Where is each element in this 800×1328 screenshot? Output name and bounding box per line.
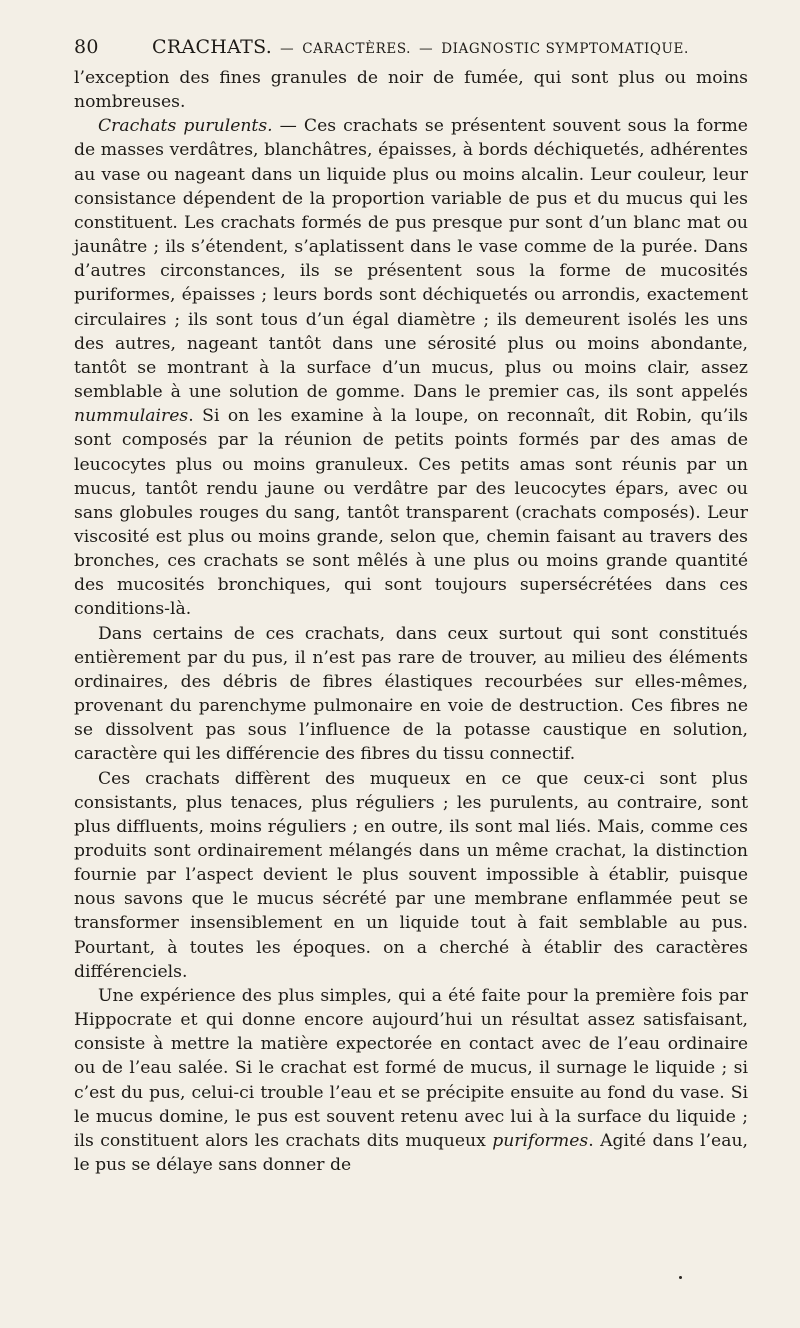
body-text bbox=[74, 66, 748, 1177]
header-subsection: DIAGNOSTIC SYMPTOMATIQUE. bbox=[441, 41, 689, 57]
paragraph-experience bbox=[74, 984, 748, 1177]
paragraph-difference: Ces crachats diffèrent des muqueux en ce que ceux-ci sont plus consistants, plus tenaces, plus réguliers ; les purulents, au contraire, sont plus diffluents, moins réguliers ; en outre, ils sont mal liés. Mais, comme ces produits sont ordinairement mélangés dans un même crachat, la distinction fournie par l’aspect devient le plus souvent impossible à établir, puisque nous savons que le mucus sécrété par une membrane enflammée peut se transformer insensiblement en un liquide tout à fait semblable au pus. Pourtant, à toutes les époques. on a cherché à établir des caractères différenciels. bbox=[74, 768, 748, 982]
header-dash: — bbox=[280, 41, 295, 57]
italic-term: nummulaires bbox=[74, 406, 189, 427]
section-heading: Crachats purulents. bbox=[98, 116, 273, 137]
header-dash: — bbox=[419, 41, 434, 57]
header-section: CARACTÈRES. bbox=[302, 41, 412, 57]
page-number: 80 bbox=[74, 36, 99, 58]
paragraph-fibres: Dans certains de ces crachats, dans ceux surtout qui sont constitués entièrement par du pus, il n’est pas rare de trouver, au milieu des éléments ordinaires, des débris de fibres élastiques recourbées sur elles-mêmes, provenant du parenchyme pulmonaire en voie de destruction. Ces fibres ne se dissolvent pas sous l’influence de la potasse caustique en solution, caractère qui les différencie des fibres du tissu connectif. bbox=[74, 623, 748, 765]
running-header bbox=[74, 36, 748, 58]
paragraph-crachats-purulents bbox=[74, 114, 748, 621]
header-title: CRACHATS. bbox=[152, 36, 273, 58]
paragraph-text: . Si on les examine à la loupe, on reconnaît, dit Robin, qu’ils sont composés par la réunion de petits points formés par des amas de leucocytes plus ou moins granuleux. Ces petits amas sont réunis par un mucus, tantôt rendu jaune ou verdâtre par des leucocytes épars, avec ou sans globules rouges du sang, tantôt transparent (crachats composés). Leur viscosité est plus ou moins grande, selon que, chemin faisant au travers des bronches, ces crachats se sont mêlés à une plus ou moins grande quantité des mucosités bronchiques, qui sont toujours supersécrétées dans ces conditions-là. bbox=[74, 406, 748, 620]
paragraph-text: — Ces crachats se présentent souvent sous la forme de masses verdâtres, blanchâtres, épaisses, à bords déchiquetés, adhérentes au vase ou nageant dans un liquide plus ou moins alcalin. Leur couleur, leur consistance dépendent de la proportion variable de pus et du mucus qui les constituent. Les crachats formés de pus presque pur sont d’un blanc mat ou jaunâtre ; ils s’étendent, s’aplatissent dans le vase comme de la purée. Dans d’autres circonstances, ils se présentent sous la forme de mucosités puriformes, épaisses ; leurs bords sont déchiquetés ou arrondis, exactement circulaires ; ils sont tous d’un égal diamètre ; ils demeurent isolés les uns des autres, nageant tantôt dans une sérosité plus ou moins abondante, tantôt se montrant à la surface d’un mucus, plus ou moins clair, assez semblable à une solution de gomme. Dans le premier cas, ils sont appelés bbox=[74, 116, 748, 403]
ink-speck bbox=[679, 1276, 682, 1279]
paragraph-continuation: l’exception des fines granules de noir de fumée, qui sont plus ou moins nombreuses. bbox=[74, 68, 748, 113]
paragraph-text: Une expérience des plus simples, qui a été faite pour la première fois par Hippocrate et qui donne encore aujourd’hui un résultat assez satisfaisant, consiste à mettre la matière expectorée en contact avec de l’eau ordinaire ou de l’eau salée. Si le crachat est formé de mucus, il surnage le liquide ; si c’est du pus, celui-ci trouble l’eau et se précipite ensuite au fond du vase. Si le mucus domine, le pus est souvent retenu avec lui à la surface du liquide ; ils constituent alors les crachats dits muqueux bbox=[74, 985, 748, 1151]
paragraph-text: . Agité dans l’eau, le pus se délaye sans donner de bbox=[74, 1130, 748, 1176]
italic-term: puriformes bbox=[492, 1130, 589, 1151]
